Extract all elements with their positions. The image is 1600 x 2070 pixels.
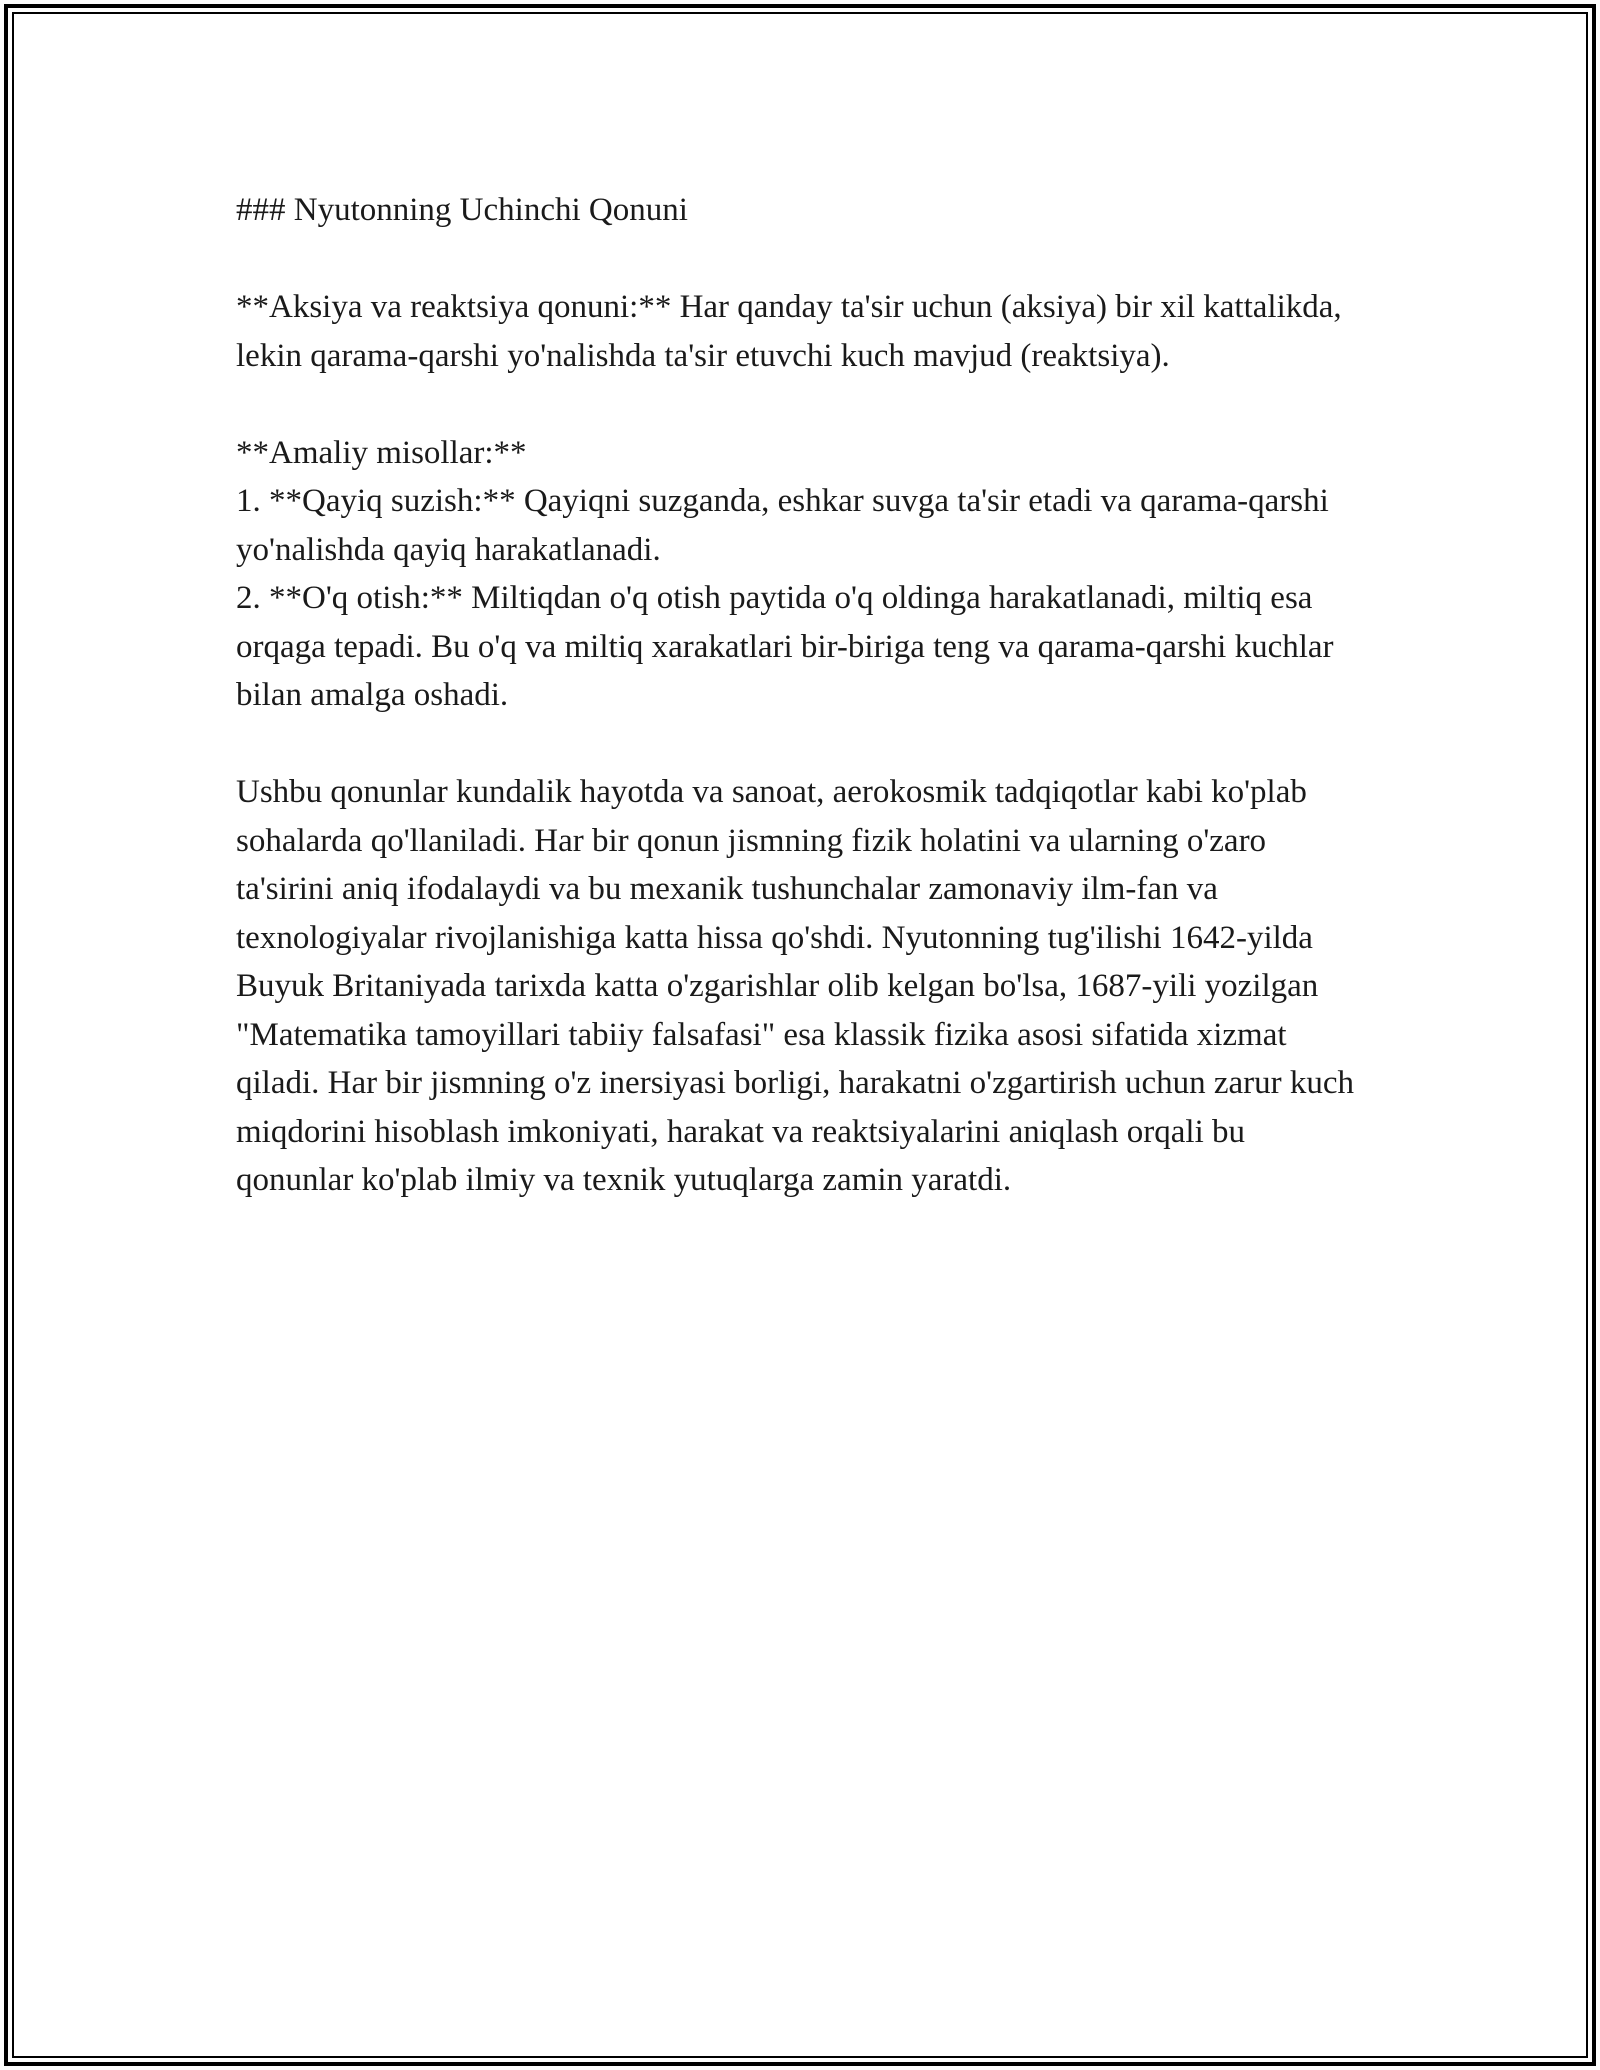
example-item-2: 2. **O'q otish:** Miltiqdan o'q otish paytida o'q oldinga harakatlanadi, miltiq esa orqaga tepadi. Bu o'q va miltiq xarakatlari bir-biriga teng va qarama-qarshi kuchlar bilan amalga oshadi. <box>236 580 1334 713</box>
spacer <box>236 235 1366 284</box>
spacer <box>236 380 1366 429</box>
spacer <box>236 720 1366 769</box>
section-heading: ### Nyutonning Uchinchi Qonuni <box>236 192 688 228</box>
document-body <box>236 186 1366 1205</box>
example-item-1: 1. **Qayiq suzish:** Qayiqni suzganda, eshkar suvga ta'sir etadi va qarama-qarshi yo'nalishda qayiq harakatlanadi. <box>236 483 1329 568</box>
law-paragraph: **Aksiya va reaktsiya qonuni:** Har qanday ta'sir uchun (aksiya) bir xil kattalikda, lekin qarama-qarshi yo'nalishda ta'sir etuvchi kuch mavjud (reaktsiya). <box>236 289 1342 374</box>
examples-heading: **Amaliy misollar:** <box>236 434 527 471</box>
conclusion-paragraph: Ushbu qonunlar kundalik hayotda va sanoat, aerokosmik tadqiqotlar kabi ko'plab sohalarda qo'llaniladi. Har bir qonun jismning fizik holatini va ularning o'zaro ta'sirini aniq ifodalaydi va bu mexanik tushunchalar zamonaviy ilm-fan va texnologiyalar rivojlanishiga katta hissa qo'shdi. Nyutonning tug'ilishi 1642-yilda Buyuk Britaniyada tarixda katta o'zgarishlar olib kelgan bo'lsa, 1687-yili yozilgan "Matematika tamoyillari tabiiy falsafasi" esa klassik fizika asosi sifatida xizmat qiladi. Har bir jismning o'z inersiyasi borligi, harakatni o'zgartirish uchun zarur kuch miqdorini hisoblash imkoniyati, harakat va reaktsiyalarini aniqlash orqali bu qonunlar ko'plab ilmiy va texnik yutuqlarga zamin yaratdi. <box>236 774 1355 1198</box>
